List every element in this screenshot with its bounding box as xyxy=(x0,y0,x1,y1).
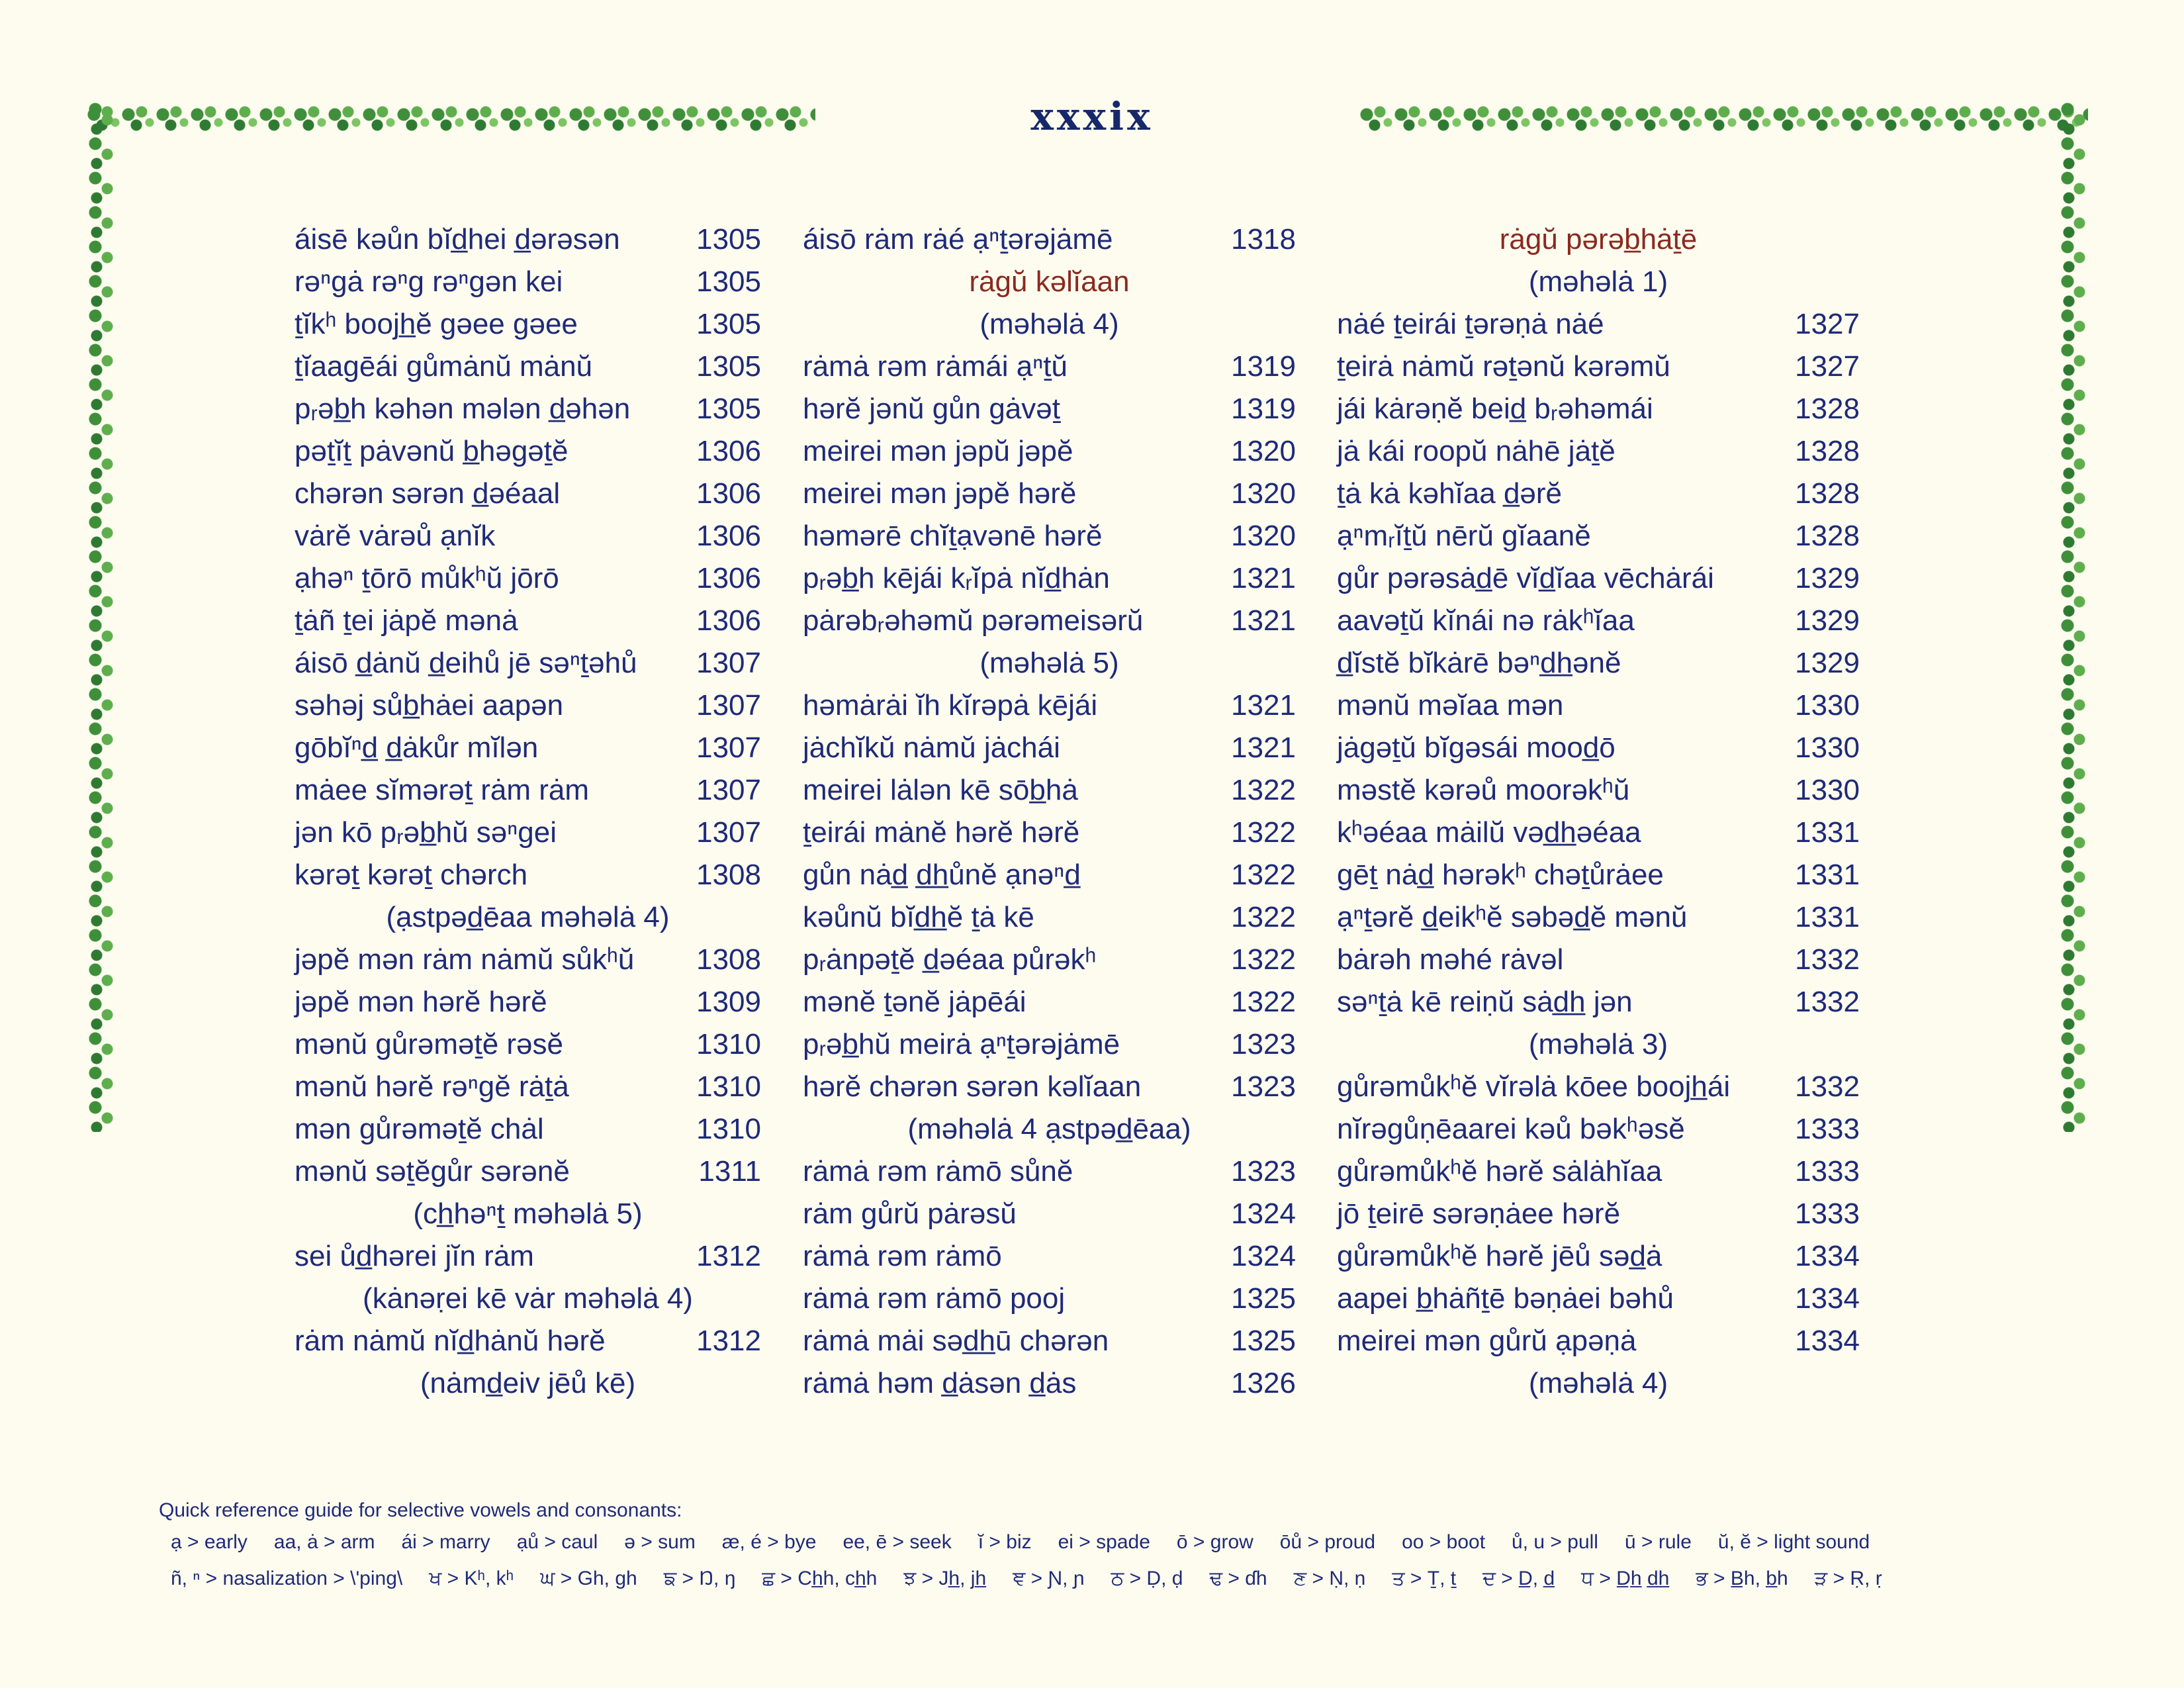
index-entry-title: ṯȧ kȧ kəhĭaa d̲ərĕ xyxy=(1337,477,1563,510)
index-entry-title: rȧmȧ rəm rȧmō sůnĕ xyxy=(803,1155,1073,1188)
section-subheading xyxy=(803,303,1296,346)
index-entry-page: 1307 xyxy=(696,647,761,679)
index-entry-title: kərəṯ kərəṯ chərch xyxy=(295,859,528,891)
border-vine-top-left xyxy=(87,103,815,136)
index-entry-title: jəpĕ mən hərĕ hərĕ xyxy=(295,986,547,1018)
index-entry xyxy=(1337,896,1860,939)
index-entry-title: áisō d̲ȧnŭ d̲eihů jē səⁿṯəhů xyxy=(295,647,637,679)
index-entry-page: 1331 xyxy=(1795,901,1860,933)
index-entry-title: həmȧrȧi ĭh kĭrəpȧ kējái xyxy=(803,689,1098,722)
index-entry-title: aapei b̲hȧñṯē bəṇȧei bəhů xyxy=(1337,1282,1674,1315)
index-entry-page: 1325 xyxy=(1231,1282,1296,1315)
index-entry-page: 1330 xyxy=(1795,774,1860,806)
index-entry-title: pᵣəb̲hŭ meirȧ ạⁿṯərəjȧmē xyxy=(803,1028,1120,1060)
index-entry-page: 1324 xyxy=(1231,1197,1296,1230)
index-entry-title: meirei mən jəpŭ jəpĕ xyxy=(803,435,1073,467)
index-entry-page: 1321 xyxy=(1231,689,1296,722)
section-subheading xyxy=(1337,1362,1860,1405)
index-entry-title: gůrəmůkʰĕ vĭrəlȧ kōee boojh̲ái xyxy=(1337,1070,1731,1103)
index-entry-page: 1328 xyxy=(1795,393,1860,425)
index-entry xyxy=(295,388,761,430)
index-entry xyxy=(295,430,761,473)
index-entry xyxy=(803,473,1296,515)
index-entry xyxy=(1337,388,1860,430)
index-entry-page: 1324 xyxy=(1231,1240,1296,1272)
index-entry xyxy=(803,981,1296,1023)
index-entry-page: 1333 xyxy=(1795,1113,1860,1145)
index-entry xyxy=(803,218,1296,261)
index-entry xyxy=(1337,1235,1860,1278)
index-entry xyxy=(295,1320,761,1362)
index-entry-title: səⁿṯȧ kē reiṇŭ sȧd̲h̲ jən xyxy=(1337,986,1633,1018)
index-entry-page: 1320 xyxy=(1231,477,1296,510)
index-entry-title: nȧé ṯeirái ṯərəṇȧ nȧé xyxy=(1337,308,1604,340)
index-entry-page: 1305 xyxy=(696,308,761,340)
index-entry-title: mənŭ məĭaa mən xyxy=(1337,689,1564,722)
border-vine-left xyxy=(87,103,115,1132)
reference-item: ů, u > pull xyxy=(1512,1531,1598,1553)
index-entry xyxy=(1337,1066,1860,1108)
reference-item: ái > marry xyxy=(401,1531,490,1553)
section-subheading-text: (ạstpəd̲ēaa məhəlȧ 4) xyxy=(386,901,670,933)
index-entry-page: 1326 xyxy=(1231,1367,1296,1399)
index-entry-title: səhəj sůb̲hȧei aapən xyxy=(295,689,564,722)
index-entry-page: 1305 xyxy=(696,223,761,256)
index-entry xyxy=(295,261,761,303)
index-entry xyxy=(295,939,761,981)
index-entry-page: 1329 xyxy=(1795,647,1860,679)
index-entry-title: jȧ kái roopŭ nȧhē jȧṯĕ xyxy=(1337,435,1615,467)
index-entry-title: áisē kəůn bĭd̲hei d̲ərəsən xyxy=(295,223,620,256)
index-entry xyxy=(295,981,761,1023)
index-entry xyxy=(1337,557,1860,600)
index-entry-page: 1334 xyxy=(1795,1240,1860,1272)
index-entry-page: 1321 xyxy=(1231,562,1296,594)
index-entry-title: ṯĭaagēái gůmȧnŭ mȧnŭ xyxy=(295,350,593,383)
reference-guide-title: Quick reference guide for selective vowels and consonants: xyxy=(159,1499,682,1521)
reference-item: ਙ > Ŋ, ŋ xyxy=(663,1568,736,1589)
index-entry-title: jən kō pᵣəb̲hŭ səⁿgei xyxy=(295,816,557,849)
index-entry-page: 1321 xyxy=(1231,731,1296,764)
index-entry xyxy=(1337,769,1860,812)
index-entry-title: gůn nȧd̲ d̲h̲ůnĕ ạnəⁿd̲ xyxy=(803,859,1081,891)
index-entry-title: ṯeirái mȧnĕ hərĕ hərĕ xyxy=(803,816,1080,849)
index-entry xyxy=(1337,981,1860,1023)
index-entry-page: 1330 xyxy=(1795,731,1860,764)
index-entry-page: 1320 xyxy=(1231,520,1296,552)
index-entry-title: hərĕ jənŭ gůn gȧvəṯ xyxy=(803,393,1060,425)
reference-item: ਦ > D̲, d̲ xyxy=(1482,1568,1555,1589)
index-entry xyxy=(295,727,761,769)
reference-item: ੜ > Ṛ, ṛ xyxy=(1814,1568,1882,1589)
index-entry-title: bȧrəh məhé rȧvəl xyxy=(1337,943,1564,976)
index-entry-title: rȧmȧ rəm rȧmō pooj xyxy=(803,1282,1066,1315)
index-entry-title: rəⁿgȧ rəⁿg rəⁿgən kei xyxy=(295,265,563,298)
index-entry xyxy=(1337,1150,1860,1193)
index-entry-title: jȧgəṯŭ bĭgəsái mood̲ō xyxy=(1337,731,1615,764)
index-entry-title: jəpĕ mən rȧm nȧmŭ sůkʰŭ xyxy=(295,943,635,976)
index-entry-page: 1310 xyxy=(696,1113,761,1145)
index-entry xyxy=(295,1235,761,1278)
index-entry xyxy=(803,1362,1296,1405)
reference-item: ū > rule xyxy=(1624,1531,1692,1553)
index-entry xyxy=(295,642,761,684)
index-entry xyxy=(803,769,1296,812)
index-entry-title: həmərē chĭṯạvənē hərĕ xyxy=(803,520,1103,552)
index-entry-page: 1325 xyxy=(1231,1325,1296,1357)
index-entry-page: 1305 xyxy=(696,265,761,298)
index-entry-title: ạhəⁿ ṯōrō můkʰŭ jōrō xyxy=(295,562,559,594)
index-entry xyxy=(295,473,761,515)
index-entry-page: 1329 xyxy=(1795,604,1860,637)
index-entry xyxy=(803,1150,1296,1193)
index-entry xyxy=(803,1023,1296,1066)
index-entry xyxy=(295,557,761,600)
index-entry-page: 1307 xyxy=(696,731,761,764)
border-vine-top-right xyxy=(1360,103,2088,136)
index-entry xyxy=(1337,684,1860,727)
reference-item: ō > grow xyxy=(1176,1531,1253,1553)
index-entry-page: 1333 xyxy=(1795,1155,1860,1188)
section-subheading xyxy=(295,1278,761,1320)
raag-heading-text: rȧgŭ pərəb̲hȧṯē xyxy=(1499,223,1698,256)
index-entry-title: pᵣəb̲h kəhən mələn d̲əhən xyxy=(295,393,631,425)
index-entry-title: aavəṯŭ kĭnái nə rȧkʰĭaa xyxy=(1337,604,1635,637)
index-entry-page: 1306 xyxy=(696,562,761,594)
index-entry-page: 1310 xyxy=(696,1070,761,1103)
index-entry xyxy=(1337,1320,1860,1362)
index-entry xyxy=(1337,1193,1860,1235)
index-entry xyxy=(295,769,761,812)
index-entry-title: meirei mən gůrŭ ạpəṇȧ xyxy=(1337,1325,1637,1357)
index-entry-title: rȧm gůrŭ pȧrəsŭ xyxy=(803,1197,1017,1230)
section-subheading-text: (nȧmd̲eiv jēů kē) xyxy=(420,1367,636,1399)
index-entry xyxy=(803,388,1296,430)
index-column-1 xyxy=(295,218,761,1405)
index-entry-title: jái kȧrəṇĕ beid̲ bᵣəhəmái xyxy=(1337,393,1653,425)
index-entry-page: 1320 xyxy=(1231,435,1296,467)
index-entry-page: 1322 xyxy=(1231,816,1296,849)
reference-item: ạ > early xyxy=(171,1531,248,1553)
reference-item: ਘ > Gh, gh xyxy=(540,1568,637,1589)
reference-item: ạů > caul xyxy=(516,1531,598,1553)
index-entry-page: 1319 xyxy=(1231,393,1296,425)
index-entry-title: mȧee sĭmərəṯ rȧm rȧm xyxy=(295,774,589,806)
index-entry xyxy=(803,1278,1296,1320)
page-number: xxxix xyxy=(1030,94,1154,139)
index-entry-page: 1305 xyxy=(696,350,761,383)
index-entry-page: 1307 xyxy=(696,816,761,849)
index-entry-title: gůrəmůkʰĕ hərĕ sȧlȧhĭaa xyxy=(1337,1155,1662,1188)
index-entry xyxy=(1337,430,1860,473)
index-entry xyxy=(1337,939,1860,981)
section-subheading xyxy=(295,1362,761,1405)
index-entry xyxy=(803,1066,1296,1108)
reference-item: ਝ > Jh̲, jh̲ xyxy=(903,1568,987,1589)
reference-line-consonants xyxy=(171,1568,1882,1590)
section-subheading xyxy=(295,1193,761,1235)
index-entry-title: kʰəéaa mȧilŭ vəd̲h̲əéaa xyxy=(1337,816,1641,849)
index-entry xyxy=(1337,854,1860,896)
index-entry-page: 1331 xyxy=(1795,816,1860,849)
index-entry-title: áisō rȧm rȧé ạⁿṯərəjȧmē xyxy=(803,223,1113,256)
index-entry-page: 1308 xyxy=(696,859,761,891)
index-entry-title: hərĕ chərən sərən kəlĭaan xyxy=(803,1070,1142,1103)
index-entry-title: ṯeirȧ nȧmŭ rəṯənŭ kərəmŭ xyxy=(1337,350,1670,383)
index-entry xyxy=(295,218,761,261)
index-entry xyxy=(803,812,1296,854)
index-entry-page: 1328 xyxy=(1795,477,1860,510)
index-entry-page: 1322 xyxy=(1231,986,1296,1018)
index-entry-page: 1328 xyxy=(1795,435,1860,467)
index-entry xyxy=(1337,600,1860,642)
reference-item: aa, ȧ > arm xyxy=(273,1531,375,1553)
index-entry-page: 1333 xyxy=(1795,1197,1860,1230)
section-subheading xyxy=(803,642,1296,684)
index-entry-title: gůrəmůkʰĕ hərĕ jēů səd̲ȧ xyxy=(1337,1240,1662,1272)
index-entry-page: 1334 xyxy=(1795,1325,1860,1357)
border-vine-right xyxy=(2060,103,2087,1132)
index-entry xyxy=(803,939,1296,981)
index-entry-title: pəṯĭṯ pȧvənŭ b̲həgəṯĕ xyxy=(295,435,569,467)
index-entry-title: ṯĭkʰ boojh̲ĕ gəee gəee xyxy=(295,308,578,340)
index-entry xyxy=(295,1150,761,1193)
index-entry xyxy=(295,303,761,346)
index-entry xyxy=(1337,1108,1860,1150)
index-entry xyxy=(803,727,1296,769)
reference-item: ਛ > Ch̲h, ch̲h xyxy=(762,1568,878,1589)
index-entry-title: jȧchĭkŭ nȧmŭ jȧchái xyxy=(803,731,1060,764)
index-entry xyxy=(803,1320,1296,1362)
index-entry-title: ṯȧñ ṯei jȧpĕ mənȧ xyxy=(295,604,518,637)
index-entry-page: 1323 xyxy=(1231,1070,1296,1103)
index-entry-page: 1306 xyxy=(696,477,761,510)
index-entry-title: gůr pərəsȧd̲ē vĭd̲ĭaa vēchȧrái xyxy=(1337,562,1714,594)
index-entry xyxy=(1337,346,1860,388)
index-entry-title: pᵣȧnpəṯĕ d̲əéaa půrəkʰ xyxy=(803,943,1097,976)
index-entry-page: 1323 xyxy=(1231,1155,1296,1188)
index-entry xyxy=(295,854,761,896)
index-entry xyxy=(295,684,761,727)
raag-heading xyxy=(1337,218,1860,261)
section-subheading xyxy=(1337,261,1860,303)
reference-item: ਞ > Ɲ, ɲ xyxy=(1013,1568,1085,1589)
index-entry xyxy=(803,854,1296,896)
index-entry-page: 1305 xyxy=(696,393,761,425)
section-subheading xyxy=(1337,1023,1860,1066)
index-entry-title: rȧmȧ rəm rȧmō xyxy=(803,1240,1002,1272)
index-entry-title: nĭrəgůṇēaarei kəů bəkʰəsĕ xyxy=(1337,1113,1685,1145)
reference-item: ee, ē > seek xyxy=(842,1531,952,1553)
index-entry-page: 1329 xyxy=(1795,562,1860,594)
index-column-2 xyxy=(803,218,1296,1405)
index-entry xyxy=(803,515,1296,557)
reference-item: ŭ, ĕ > light sound xyxy=(1717,1531,1870,1553)
index-entry xyxy=(295,812,761,854)
reference-item: æ, é > bye xyxy=(721,1531,817,1553)
reference-item: oo > boot xyxy=(1402,1531,1486,1553)
reference-item: ਭ > B̲h, b̲h xyxy=(1696,1568,1788,1589)
index-entry xyxy=(1337,812,1860,854)
index-entry xyxy=(1337,727,1860,769)
index-entry-title: mənĕ ṯənĕ jȧpēái xyxy=(803,986,1026,1018)
index-entry-title: rȧmȧ həm d̲ȧsən d̲ȧs xyxy=(803,1367,1077,1399)
index-entry-title: mənŭ hərĕ rəⁿgĕ rȧṯȧ xyxy=(295,1070,569,1103)
index-entry-title: vȧrĕ vȧrəů ạnĭk xyxy=(295,520,496,552)
index-entry-page: 1307 xyxy=(696,774,761,806)
index-entry-title: kəůnŭ bĭd̲h̲ĕ ṯȧ kē xyxy=(803,901,1034,933)
section-subheading-text: (məhəlȧ 5) xyxy=(979,647,1119,679)
reference-item: ਧ > D̲h̲ d̲h̲ xyxy=(1581,1568,1670,1589)
index-entry-page: 1332 xyxy=(1795,943,1860,976)
index-entry xyxy=(295,1023,761,1066)
reference-item: ਤ > Ṯ, ṯ xyxy=(1392,1568,1457,1589)
section-subheading-text: (məhəlȧ 4) xyxy=(1528,1367,1668,1399)
section-subheading-text: (ch̲həⁿṯ məhəlȧ 5) xyxy=(413,1197,643,1230)
index-entry-title: ạⁿmᵣĭṯŭ nērŭ gĭaanĕ xyxy=(1337,520,1591,552)
index-entry-page: 1334 xyxy=(1795,1282,1860,1315)
index-entry-page: 1308 xyxy=(696,943,761,976)
index-entry-title: pᵣəb̲h kējái kᵣĭpȧ nĭd̲hȧn xyxy=(803,562,1110,594)
index-entry xyxy=(295,1108,761,1150)
index-entry xyxy=(295,515,761,557)
raag-heading-text: rȧgŭ kəlĭaan xyxy=(969,265,1130,298)
index-entry-page: 1322 xyxy=(1231,943,1296,976)
reference-item: ə > sum xyxy=(624,1531,696,1553)
index-entry xyxy=(1337,473,1860,515)
index-entry-page: 1330 xyxy=(1795,689,1860,722)
index-entry-page: 1328 xyxy=(1795,520,1860,552)
index-entry-page: 1322 xyxy=(1231,901,1296,933)
index-column-3 xyxy=(1337,218,1860,1405)
index-entry-page: 1307 xyxy=(696,689,761,722)
index-entry-title: mənŭ gůrəməṯĕ rəsĕ xyxy=(295,1028,563,1060)
index-entry-page: 1318 xyxy=(1231,223,1296,256)
reference-item: ਖ > Kʰ, kʰ xyxy=(429,1568,514,1589)
index-entry-title: gōbĭⁿd̲ d̲ȧkůr mĭlən xyxy=(295,731,539,764)
section-subheading-text: (məhəlȧ 4) xyxy=(979,308,1119,340)
section-subheading xyxy=(803,1108,1296,1150)
index-entry-page: 1310 xyxy=(696,1028,761,1060)
reference-line-vowels xyxy=(171,1531,1870,1554)
index-entry-title: ạⁿṯərĕ d̲eikʰĕ səbəd̲ĕ mənŭ xyxy=(1337,901,1688,933)
index-entry xyxy=(803,557,1296,600)
index-entry xyxy=(803,346,1296,388)
reference-item: ōů > proud xyxy=(1279,1531,1376,1553)
section-subheading-text: (məhəlȧ 4 ạstpəd̲ēaa) xyxy=(907,1113,1191,1145)
index-entry-page: 1321 xyxy=(1231,604,1296,637)
index-entry xyxy=(803,600,1296,642)
index-entry xyxy=(803,1235,1296,1278)
index-entry-title: d̲ĭstĕ bĭkȧrē bəⁿd̲h̲ənĕ xyxy=(1337,647,1621,679)
index-entry-title: rȧmȧ rəm rȧmái ạⁿṯŭ xyxy=(803,350,1068,383)
raag-heading xyxy=(803,261,1296,303)
index-entry-page: 1322 xyxy=(1231,774,1296,806)
index-entry-title: meirei mən jəpĕ hərĕ xyxy=(803,477,1077,510)
index-entry xyxy=(295,1066,761,1108)
index-entry-title: mən gůrəməṯĕ chȧl xyxy=(295,1113,544,1145)
section-subheading xyxy=(295,896,761,939)
index-entry-page: 1327 xyxy=(1795,350,1860,383)
index-entry-title: pȧrəbᵣəhəmŭ pərəmeisərŭ xyxy=(803,604,1144,637)
reference-item: ਣ > Ṇ, ṇ xyxy=(1293,1568,1366,1589)
index-entry-title: jō ṯeirē sərəṇȧee hərĕ xyxy=(1337,1197,1621,1230)
section-subheading-text: (kȧnəṛei kē vȧr məhəlȧ 4) xyxy=(363,1282,693,1315)
reference-item: ñ, ⁿ > nasalization > \'ping\ xyxy=(171,1568,403,1589)
index-entry xyxy=(1337,303,1860,346)
index-entry xyxy=(1337,1278,1860,1320)
index-entry-page: 1323 xyxy=(1231,1028,1296,1060)
reference-item: ਢ > ɗh xyxy=(1209,1568,1267,1589)
index-entry-page: 1332 xyxy=(1795,986,1860,1018)
index-entry-title: gēṯ nȧd̲ hərəkʰ chəṯůrȧee xyxy=(1337,859,1664,891)
reference-item: ĭ > biz xyxy=(978,1531,1032,1553)
index-entry-title: meirei lȧlən kē sōb̲hȧ xyxy=(803,774,1078,806)
index-entry-title: rȧm nȧmŭ nĭd̲hȧnŭ hərĕ xyxy=(295,1325,606,1357)
index-entry-page: 1306 xyxy=(696,520,761,552)
reference-item: ਠ > Ḍ, ḍ xyxy=(1111,1568,1183,1589)
index-entry-title: sei ůd̲hərei jĭn rȧm xyxy=(295,1240,534,1272)
index-entry-title: məstĕ kərəů moorəkʰŭ xyxy=(1337,774,1630,806)
index-entry-page: 1322 xyxy=(1231,859,1296,891)
index-entry-page: 1311 xyxy=(698,1155,761,1188)
index-entry xyxy=(803,430,1296,473)
reference-item: ei > spade xyxy=(1058,1531,1150,1553)
index-entry xyxy=(295,600,761,642)
index-entry-page: 1319 xyxy=(1231,350,1296,383)
index-entry xyxy=(1337,642,1860,684)
index-entry-page: 1309 xyxy=(696,986,761,1018)
index-entry-page: 1312 xyxy=(696,1240,761,1272)
section-subheading-text: (məhəlȧ 1) xyxy=(1528,265,1668,298)
index-entry xyxy=(803,1193,1296,1235)
index-entry-page: 1306 xyxy=(696,604,761,637)
index-entry xyxy=(803,896,1296,939)
index-entry-title: mənŭ səṯĕgůr sərənĕ xyxy=(295,1155,570,1188)
index-entry-title: chərən sərən d̲əéaal xyxy=(295,477,561,510)
index-entry-page: 1306 xyxy=(696,435,761,467)
index-entry-title: rȧmȧ mȧi səd̲h̲ū chərən xyxy=(803,1325,1109,1357)
index-entry-page: 1332 xyxy=(1795,1070,1860,1103)
index-entry xyxy=(803,684,1296,727)
index-entry-page: 1312 xyxy=(696,1325,761,1357)
index-entry-page: 1331 xyxy=(1795,859,1860,891)
section-subheading-text: (məhəlȧ 3) xyxy=(1528,1028,1668,1060)
index-entry-page: 1327 xyxy=(1795,308,1860,340)
index-entry xyxy=(1337,515,1860,557)
index-entry xyxy=(295,346,761,388)
